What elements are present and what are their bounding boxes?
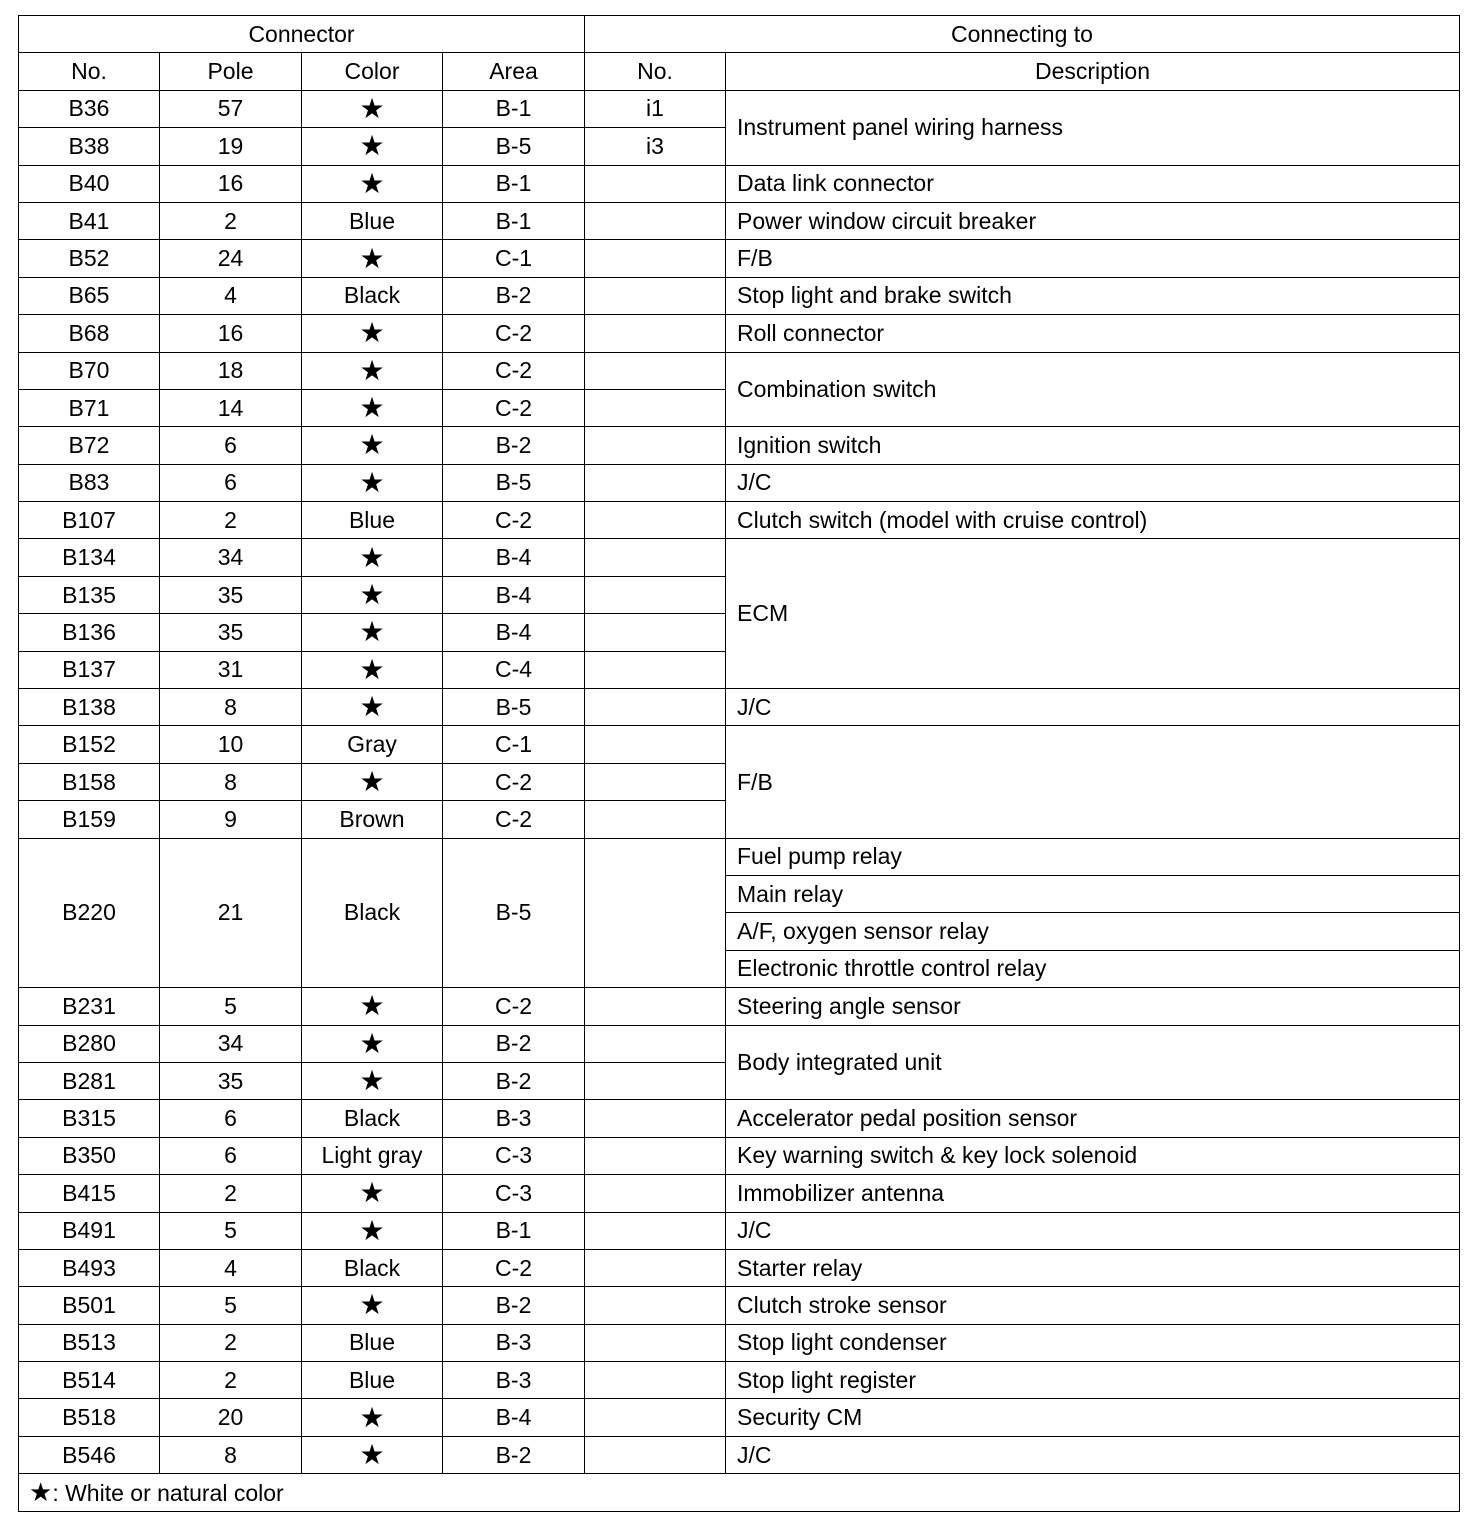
table-row bbox=[19, 90, 1460, 127]
table-row bbox=[19, 464, 1460, 501]
connector-no: B315 bbox=[19, 1100, 160, 1137]
connector-no: B493 bbox=[19, 1249, 160, 1286]
star-icon: ★ bbox=[302, 539, 443, 576]
area: B-5 bbox=[443, 464, 585, 501]
pole-count: 6 bbox=[160, 1137, 302, 1174]
description: F/B bbox=[726, 726, 1460, 838]
pole-count: 8 bbox=[160, 763, 302, 800]
connecting-no bbox=[585, 389, 726, 426]
connecting-no bbox=[585, 1287, 726, 1324]
pole-count: 20 bbox=[160, 1399, 302, 1436]
area: C-2 bbox=[443, 352, 585, 389]
area: C-2 bbox=[443, 315, 585, 352]
star-icon: ★ bbox=[302, 1212, 443, 1249]
connector-no: B280 bbox=[19, 1025, 160, 1062]
connecting-no bbox=[585, 838, 726, 988]
description: Power window circuit breaker bbox=[726, 202, 1460, 239]
area: B-1 bbox=[443, 202, 585, 239]
connecting-no bbox=[585, 576, 726, 613]
area: C-2 bbox=[443, 502, 585, 539]
pole-count: 34 bbox=[160, 539, 302, 576]
pole-count: 2 bbox=[160, 202, 302, 239]
star-icon: ★ bbox=[302, 1062, 443, 1099]
description: Combination switch bbox=[726, 352, 1460, 427]
pole-count: 6 bbox=[160, 1100, 302, 1137]
table-row bbox=[19, 165, 1460, 202]
connector-no: B152 bbox=[19, 726, 160, 763]
connecting-no bbox=[585, 1025, 726, 1062]
color: Black bbox=[302, 1100, 443, 1137]
connecting-no bbox=[585, 539, 726, 576]
header-connector: Connector bbox=[19, 16, 585, 53]
connector-table bbox=[18, 15, 1460, 1512]
table-row bbox=[19, 1249, 1460, 1286]
description: Body integrated unit bbox=[726, 1025, 1460, 1100]
pole-count: 9 bbox=[160, 801, 302, 838]
pole-count: 5 bbox=[160, 988, 302, 1025]
description: Accelerator pedal position sensor bbox=[726, 1100, 1460, 1137]
connector-no: B350 bbox=[19, 1137, 160, 1174]
connector-no: B415 bbox=[19, 1175, 160, 1212]
connecting-no bbox=[585, 464, 726, 501]
star-icon: ★ bbox=[302, 614, 443, 651]
star-icon: ★ bbox=[302, 576, 443, 613]
star-icon: ★ bbox=[302, 128, 443, 165]
description: Data link connector bbox=[726, 165, 1460, 202]
connector-no: B52 bbox=[19, 240, 160, 277]
area: C-3 bbox=[443, 1175, 585, 1212]
connector-no: B501 bbox=[19, 1287, 160, 1324]
star-icon: ★ bbox=[29, 1477, 53, 1508]
description: Main relay bbox=[726, 875, 1460, 912]
connector-no: B38 bbox=[19, 128, 160, 165]
star-icon: ★ bbox=[302, 464, 443, 501]
color: Black bbox=[302, 838, 443, 988]
color: Brown bbox=[302, 801, 443, 838]
table-row bbox=[19, 1324, 1460, 1361]
area: C-2 bbox=[443, 988, 585, 1025]
connecting-no: i1 bbox=[585, 90, 726, 127]
table-row bbox=[19, 726, 1460, 763]
table-row bbox=[19, 1362, 1460, 1399]
area: B-4 bbox=[443, 576, 585, 613]
connecting-no bbox=[585, 1362, 726, 1399]
pole-count: 2 bbox=[160, 502, 302, 539]
pole-count: 2 bbox=[160, 1175, 302, 1212]
description: J/C bbox=[726, 1436, 1460, 1473]
connecting-no bbox=[585, 1175, 726, 1212]
table-row bbox=[19, 315, 1460, 352]
area: B-2 bbox=[443, 1287, 585, 1324]
pole-count: 35 bbox=[160, 614, 302, 651]
color: Blue bbox=[302, 202, 443, 239]
connector-no: B71 bbox=[19, 389, 160, 426]
connecting-no: i3 bbox=[585, 128, 726, 165]
description: Key warning switch & key lock solenoid bbox=[726, 1137, 1460, 1174]
table-row bbox=[19, 427, 1460, 464]
pole-count: 35 bbox=[160, 1062, 302, 1099]
legend-text: : White or natural color bbox=[52, 1480, 284, 1507]
description: J/C bbox=[726, 464, 1460, 501]
area: B-5 bbox=[443, 128, 585, 165]
star-icon: ★ bbox=[302, 763, 443, 800]
pole-count: 57 bbox=[160, 90, 302, 127]
connector-no: B158 bbox=[19, 763, 160, 800]
table-row bbox=[19, 988, 1460, 1025]
connecting-no bbox=[585, 801, 726, 838]
pole-count: 10 bbox=[160, 726, 302, 763]
header-row-columns bbox=[19, 53, 1460, 90]
description: Steering angle sensor bbox=[726, 988, 1460, 1025]
connecting-no bbox=[585, 240, 726, 277]
header-description: Description bbox=[726, 53, 1460, 90]
header-row-group bbox=[19, 16, 1460, 53]
pole-count: 16 bbox=[160, 315, 302, 352]
connector-no: B107 bbox=[19, 502, 160, 539]
area: B-1 bbox=[443, 90, 585, 127]
table-row bbox=[19, 539, 1460, 576]
color: Light gray bbox=[302, 1137, 443, 1174]
connector-no: B136 bbox=[19, 614, 160, 651]
area: B-2 bbox=[443, 427, 585, 464]
area: C-2 bbox=[443, 801, 585, 838]
star-icon: ★ bbox=[302, 689, 443, 726]
pole-count: 4 bbox=[160, 1249, 302, 1286]
description: Fuel pump relay bbox=[726, 838, 1460, 875]
connector-no: B41 bbox=[19, 202, 160, 239]
description: Security CM bbox=[726, 1399, 1460, 1436]
connecting-no bbox=[585, 1137, 726, 1174]
pole-count: 35 bbox=[160, 576, 302, 613]
color: Blue bbox=[302, 502, 443, 539]
description: J/C bbox=[726, 1212, 1460, 1249]
connector-no: B65 bbox=[19, 277, 160, 314]
connecting-no bbox=[585, 352, 726, 389]
connector-no: B70 bbox=[19, 352, 160, 389]
connecting-no bbox=[585, 614, 726, 651]
header-color: Color bbox=[302, 53, 443, 90]
connecting-no bbox=[585, 1436, 726, 1473]
pole-count: 34 bbox=[160, 1025, 302, 1062]
connector-no: B40 bbox=[19, 165, 160, 202]
connector-no: B36 bbox=[19, 90, 160, 127]
pole-count: 5 bbox=[160, 1212, 302, 1249]
connector-no: B83 bbox=[19, 464, 160, 501]
table-row bbox=[19, 202, 1460, 239]
description: Stop light condenser bbox=[726, 1324, 1460, 1361]
table-row bbox=[19, 1025, 1460, 1062]
description: Instrument panel wiring harness bbox=[726, 90, 1460, 165]
pole-count: 6 bbox=[160, 464, 302, 501]
pole-count: 2 bbox=[160, 1362, 302, 1399]
connecting-no bbox=[585, 689, 726, 726]
star-icon: ★ bbox=[302, 1436, 443, 1473]
description: Starter relay bbox=[726, 1249, 1460, 1286]
star-icon: ★ bbox=[302, 389, 443, 426]
table-row bbox=[19, 838, 1460, 875]
description: Stop light register bbox=[726, 1362, 1460, 1399]
area: C-2 bbox=[443, 1249, 585, 1286]
connecting-no bbox=[585, 1249, 726, 1286]
area: C-2 bbox=[443, 763, 585, 800]
area: B-3 bbox=[443, 1100, 585, 1137]
header-area: Area bbox=[443, 53, 585, 90]
color: Black bbox=[302, 1249, 443, 1286]
description: ECM bbox=[726, 539, 1460, 689]
area: C-1 bbox=[443, 240, 585, 277]
description: Electronic throttle control relay bbox=[726, 950, 1460, 987]
table-row bbox=[19, 689, 1460, 726]
area: C-2 bbox=[443, 389, 585, 426]
description: Clutch switch (model with cruise control) bbox=[726, 502, 1460, 539]
table-row bbox=[19, 1100, 1460, 1137]
pole-count: 14 bbox=[160, 389, 302, 426]
description: A/F, oxygen sensor relay bbox=[726, 913, 1460, 950]
connecting-no bbox=[585, 277, 726, 314]
header-connecting-no: No. bbox=[585, 53, 726, 90]
connector-no: B491 bbox=[19, 1212, 160, 1249]
connector-no: B135 bbox=[19, 576, 160, 613]
description: Clutch stroke sensor bbox=[726, 1287, 1460, 1324]
star-icon: ★ bbox=[302, 315, 443, 352]
pole-count: 21 bbox=[160, 838, 302, 988]
pole-count: 5 bbox=[160, 1287, 302, 1324]
star-icon: ★ bbox=[302, 1025, 443, 1062]
description: Ignition switch bbox=[726, 427, 1460, 464]
star-icon: ★ bbox=[302, 352, 443, 389]
table-row bbox=[19, 1399, 1460, 1436]
header-pole: Pole bbox=[160, 53, 302, 90]
star-icon: ★ bbox=[302, 165, 443, 202]
connector-no: B68 bbox=[19, 315, 160, 352]
pole-count: 2 bbox=[160, 1324, 302, 1361]
star-icon: ★ bbox=[302, 427, 443, 464]
connecting-no bbox=[585, 1324, 726, 1361]
area: B-2 bbox=[443, 277, 585, 314]
table-row bbox=[19, 1436, 1460, 1473]
table-row bbox=[19, 1175, 1460, 1212]
area: C-3 bbox=[443, 1137, 585, 1174]
pole-count: 19 bbox=[160, 128, 302, 165]
connector-no: B518 bbox=[19, 1399, 160, 1436]
connector-no: B514 bbox=[19, 1362, 160, 1399]
description: Stop light and brake switch bbox=[726, 277, 1460, 314]
star-icon: ★ bbox=[302, 651, 443, 688]
legend bbox=[19, 1474, 1460, 1511]
area: B-4 bbox=[443, 1399, 585, 1436]
star-icon: ★ bbox=[302, 240, 443, 277]
table-row bbox=[19, 1137, 1460, 1174]
connecting-no bbox=[585, 502, 726, 539]
connecting-no bbox=[585, 315, 726, 352]
connecting-no bbox=[585, 763, 726, 800]
area: B-2 bbox=[443, 1025, 585, 1062]
connecting-no bbox=[585, 988, 726, 1025]
table-row bbox=[19, 502, 1460, 539]
connecting-no bbox=[585, 427, 726, 464]
area: B-4 bbox=[443, 539, 585, 576]
area: B-1 bbox=[443, 1212, 585, 1249]
area: B-5 bbox=[443, 838, 585, 988]
connector-no: B138 bbox=[19, 689, 160, 726]
connecting-no bbox=[585, 726, 726, 763]
area: C-1 bbox=[443, 726, 585, 763]
connector-no: B231 bbox=[19, 988, 160, 1025]
connecting-no bbox=[585, 1100, 726, 1137]
connector-no: B513 bbox=[19, 1324, 160, 1361]
star-icon: ★ bbox=[302, 1287, 443, 1324]
pole-count: 6 bbox=[160, 427, 302, 464]
area: B-5 bbox=[443, 689, 585, 726]
area: B-2 bbox=[443, 1436, 585, 1473]
color: Blue bbox=[302, 1362, 443, 1399]
connecting-no bbox=[585, 165, 726, 202]
area: B-2 bbox=[443, 1062, 585, 1099]
pole-count: 18 bbox=[160, 352, 302, 389]
pole-count: 31 bbox=[160, 651, 302, 688]
connector-no: B137 bbox=[19, 651, 160, 688]
table-row bbox=[19, 1287, 1460, 1324]
area: B-3 bbox=[443, 1362, 585, 1399]
header-no: No. bbox=[19, 53, 160, 90]
area: B-4 bbox=[443, 614, 585, 651]
pole-count: 8 bbox=[160, 1436, 302, 1473]
connector-no: B159 bbox=[19, 801, 160, 838]
table-row bbox=[19, 240, 1460, 277]
pole-count: 24 bbox=[160, 240, 302, 277]
description: J/C bbox=[726, 689, 1460, 726]
connecting-no bbox=[585, 1212, 726, 1249]
color: Blue bbox=[302, 1324, 443, 1361]
connecting-no bbox=[585, 651, 726, 688]
pole-count: 4 bbox=[160, 277, 302, 314]
star-icon: ★ bbox=[302, 1175, 443, 1212]
connector-no: B281 bbox=[19, 1062, 160, 1099]
header-connecting-to: Connecting to bbox=[585, 16, 1460, 53]
area: B-1 bbox=[443, 165, 585, 202]
table-row bbox=[19, 277, 1460, 314]
description: F/B bbox=[726, 240, 1460, 277]
connector-no: B220 bbox=[19, 838, 160, 988]
star-icon: ★ bbox=[302, 988, 443, 1025]
connector-no: B134 bbox=[19, 539, 160, 576]
description: Roll connector bbox=[726, 315, 1460, 352]
pole-count: 16 bbox=[160, 165, 302, 202]
color: Black bbox=[302, 277, 443, 314]
table-row bbox=[19, 1212, 1460, 1249]
description: Immobilizer antenna bbox=[726, 1175, 1460, 1212]
connecting-no bbox=[585, 1062, 726, 1099]
connecting-no bbox=[585, 1399, 726, 1436]
area: C-4 bbox=[443, 651, 585, 688]
table-row bbox=[19, 352, 1460, 389]
color: Gray bbox=[302, 726, 443, 763]
connector-no: B546 bbox=[19, 1436, 160, 1473]
connector-no: B72 bbox=[19, 427, 160, 464]
area: B-3 bbox=[443, 1324, 585, 1361]
star-icon: ★ bbox=[302, 90, 443, 127]
pole-count: 8 bbox=[160, 689, 302, 726]
star-icon: ★ bbox=[302, 1399, 443, 1436]
connecting-no bbox=[585, 202, 726, 239]
legend-row bbox=[19, 1474, 1460, 1511]
